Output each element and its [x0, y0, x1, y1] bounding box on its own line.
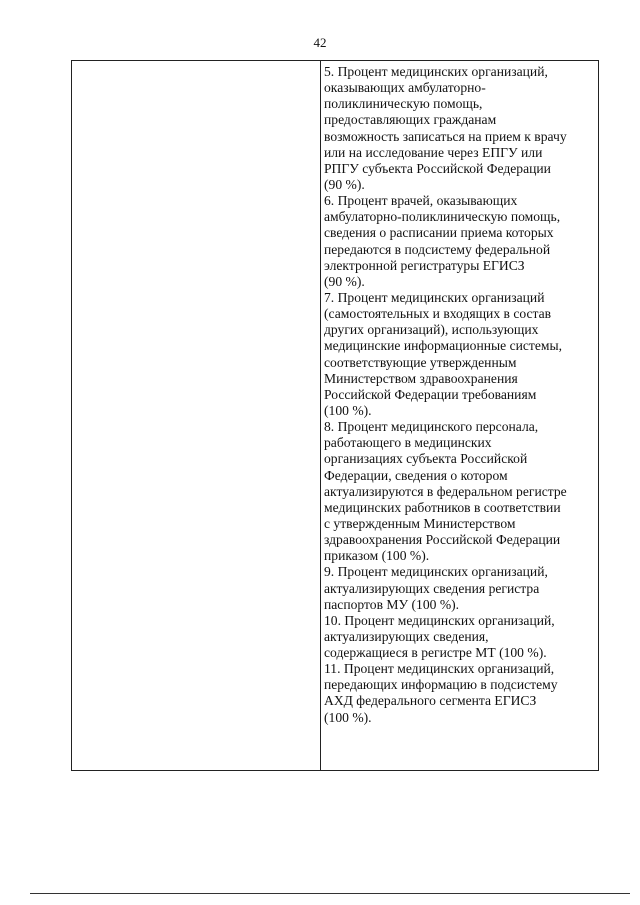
indicator-text-line: 7. Процент медицинских организаций: [324, 289, 545, 305]
indicator-text-line: содержащиеся в регистре МТ (100 %).: [324, 645, 547, 661]
indicator-text-line: электронной регистратуры ЕГИСЗ: [324, 257, 525, 273]
indicator-text-line: Федерации, сведения о котором: [324, 467, 508, 483]
indicator-text-line: здравоохранения Российской Федерации: [324, 532, 561, 548]
indicator-text-line: передающих информацию в подсистему: [324, 677, 558, 693]
indicator-text-line: 11. Процент медицинских организаций,: [324, 661, 555, 677]
indicator-text-line: с утвержденным Министерством: [324, 515, 516, 531]
indicator-text-line: Российской Федерации требованиям: [324, 386, 537, 402]
indicator-text-line: приказом (100 %).: [324, 548, 430, 564]
indicator-text-line: или на исследование через ЕПГУ или: [324, 144, 543, 160]
indicator-text-line: возможность записаться на прием к врачу: [324, 128, 567, 144]
indicator-text-line: организациях субъекта Российской: [324, 451, 528, 467]
indicator-text-line: амбулаторно-поликлиническую помощь,: [324, 209, 561, 225]
indicator-text-line: Министерством здравоохранения: [324, 370, 518, 386]
indicator-text-line: (100 %).: [324, 402, 372, 418]
indicator-text-line: 5. Процент медицинских организаций,: [324, 64, 548, 79]
footer-rule: [30, 893, 630, 894]
indicator-text-line: АХД федерального сегмента ЕГИСЗ: [324, 693, 537, 709]
indicators-cell: [324, 64, 596, 726]
indicator-text-line: (90 %).: [324, 273, 365, 289]
indicator-text-line: актуализирующих сведения,: [324, 628, 489, 644]
indicator-text-line: 6. Процент врачей, оказывающих: [324, 193, 518, 209]
indicator-text-line: оказывающих амбулаторно-: [324, 80, 486, 96]
indicator-text-line: поликлиническую помощь,: [324, 96, 483, 112]
page-number: 42: [313, 35, 327, 50]
indicator-text-line: РПГУ субъекта Российской Федерации: [324, 160, 551, 176]
indicator-text-line: сведения о расписании приема которых: [324, 225, 554, 241]
indicator-text-line: медицинских работников в соответствии: [324, 499, 561, 515]
indicator-text-line: (90 %).: [324, 176, 365, 192]
indicator-text-line: (100 %).: [324, 709, 372, 725]
requirements-table: [71, 60, 599, 771]
indicator-text-line: 8. Процент медицинского персонала,: [324, 419, 539, 435]
indicator-text-line: 9. Процент медицинских организаций,: [324, 564, 548, 580]
indicator-text-line: медицинские информационные системы,: [324, 338, 563, 354]
indicator-text-line: соответствующие утвержденным: [324, 354, 517, 370]
indicator-text-line: предоставляющих гражданам: [324, 112, 497, 128]
indicator-text-line: паспортов МУ (100 %).: [324, 596, 460, 612]
indicator-text-line: актуализирующих сведения регистра: [324, 580, 540, 596]
indicator-text-line: актуализируются в федеральном регистре: [324, 483, 567, 499]
indicator-text-line: передаются в подсистему федеральной: [324, 241, 551, 257]
indicator-text-line: других организаций), использующих: [324, 322, 539, 338]
indicator-text-line: работающего в медицинских: [324, 435, 492, 451]
indicator-text-line: (самостоятельных и входящих в состав: [324, 306, 552, 322]
indicator-text-line: 10. Процент медицинских организаций,: [324, 612, 555, 628]
column-divider: [320, 61, 321, 770]
